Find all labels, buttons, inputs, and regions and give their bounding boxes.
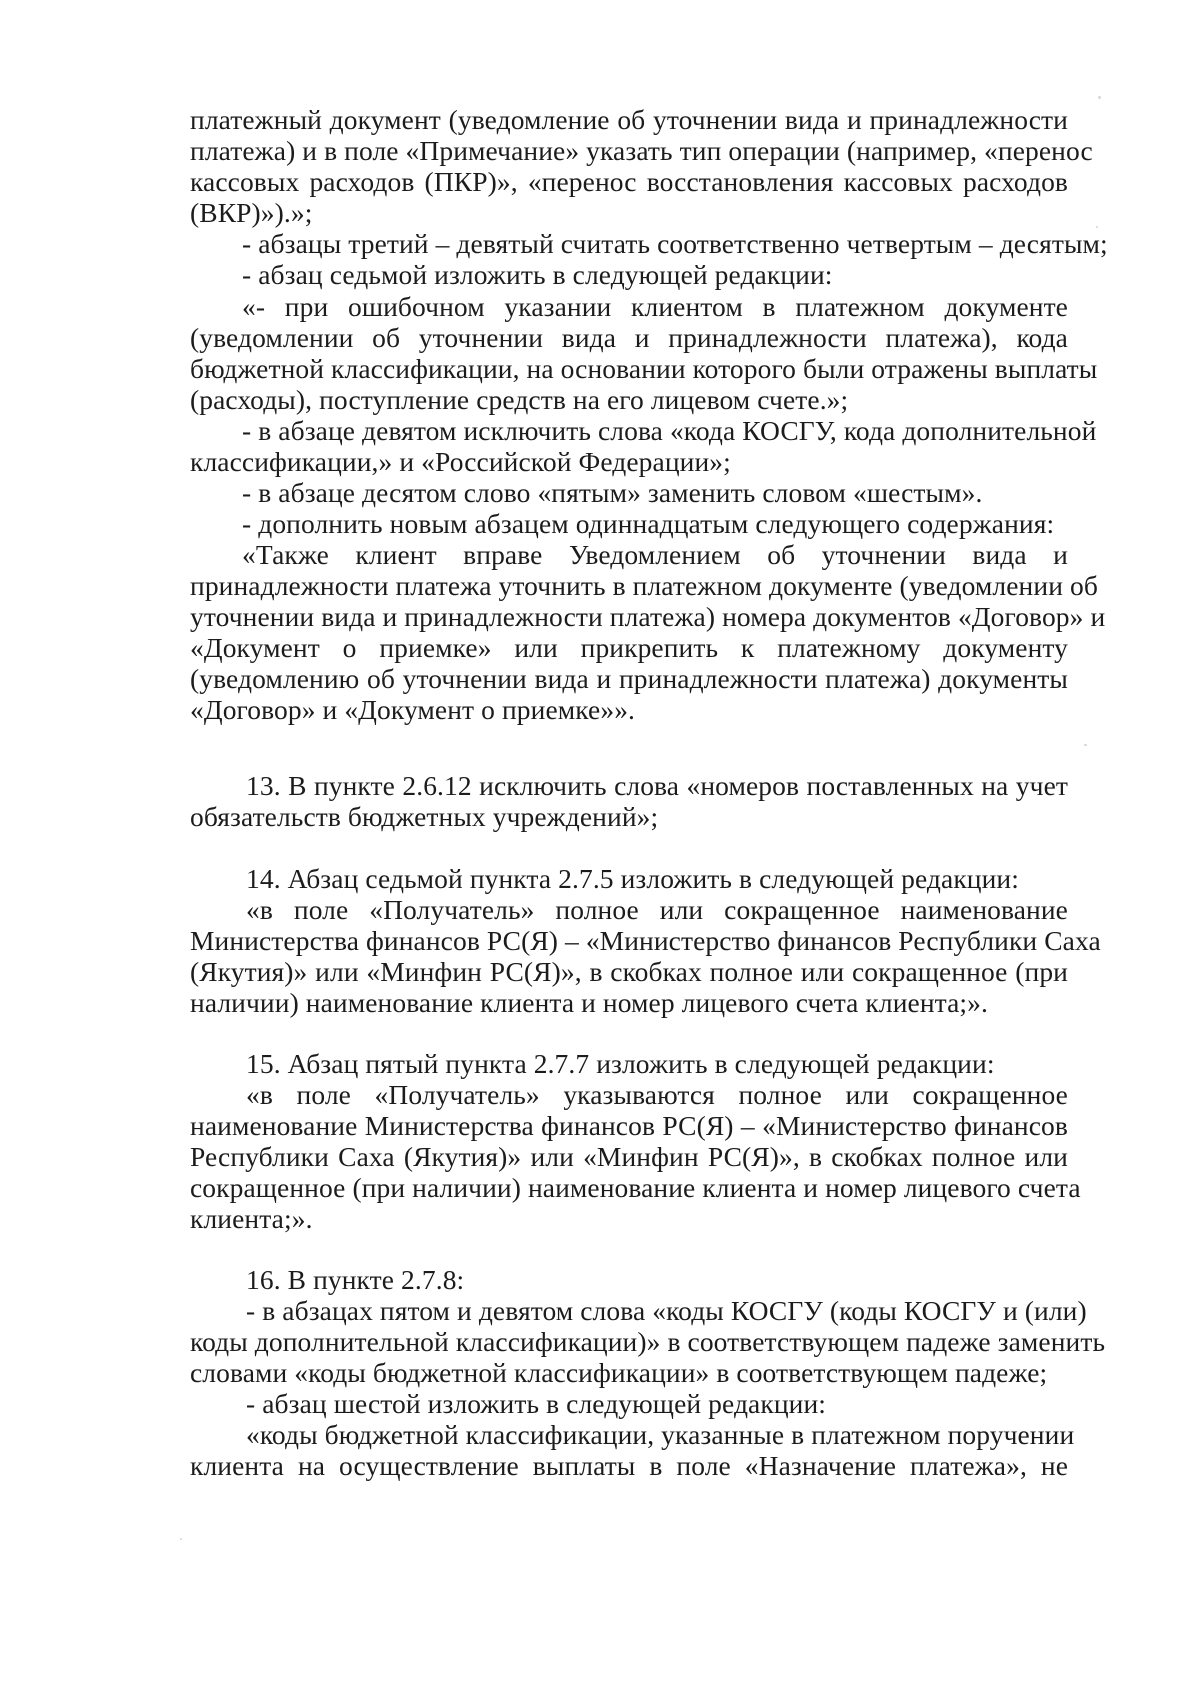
text-line: 14. Абзац седьмой пункта 2.7.5 изложить в следующей редакции: <box>246 863 1019 894</box>
text-line: - в абзаце девятом исключить слова «кода КОСГУ, кода дополнительной <box>242 415 1097 446</box>
text-line: «Документ о приемке» или прикрепить к платежному документу <box>190 632 1068 663</box>
text-line: «в поле «Получатель» указываются полное или сокращенное <box>246 1079 1068 1110</box>
text-line: Республики Саха (Якутия)» или «Минфин РС(Я)», в скобках полное или <box>190 1141 1068 1172</box>
scan-speck <box>1096 226 1098 228</box>
text-line: - абзацы третий – девятый считать соответственно четвертым – десятым; <box>242 228 1108 259</box>
scan-speck <box>180 1538 182 1540</box>
text-line: Министерства финансов РС(Я) – «Министерство финансов Республики Саха <box>190 925 1101 956</box>
scan-speck <box>1084 744 1087 746</box>
text-line: клиента на осуществление выплаты в поле «Назначение платежа», не <box>190 1450 1068 1481</box>
text-line: (Якутия)» или «Минфин РС(Я)», в скобках полное или сокращенное (при <box>190 956 1068 987</box>
text-line: кассовых расходов (ПКР)», «перенос восстановления кассовых расходов <box>190 166 1068 197</box>
text-line: - абзац седьмой изложить в следующей редакции: <box>242 259 833 290</box>
text-line: (расходы), поступление средств на его лицевом счете.»; <box>190 384 849 415</box>
scan-speck <box>1098 96 1101 99</box>
text-line: «в поле «Получатель» полное или сокращенное наименование <box>246 894 1068 925</box>
text-line: клиента;». <box>190 1203 313 1234</box>
text-line: «коды бюджетной классификации, указанные в платежном поручении <box>246 1419 1075 1450</box>
text-line: «- при ошибочном указании клиентом в платежном документе <box>242 291 1068 322</box>
text-line: (ВКР)»).»; <box>190 197 313 228</box>
text-line: - дополнить новым абзацем одиннадцатым следующего содержания: <box>242 508 1055 539</box>
text-line: - абзац шестой изложить в следующей редакции: <box>246 1388 827 1419</box>
text-line: 13. В пункте 2.6.12 исключить слова «номеров поставленных на учет <box>246 770 1068 801</box>
text-line: словами «коды бюджетной классификации» в соответствующем падеже; <box>190 1357 1048 1388</box>
text-line: - в абзацах пятом и девятом слова «коды КОСГУ (коды КОСГУ и (или) <box>246 1295 1087 1326</box>
text-line: платежа) и в поле «Примечание» указать тип операции (например, «перенос <box>190 135 1093 166</box>
text-line: коды дополнительной классификации)» в соответствующем падеже заменить <box>190 1326 1106 1357</box>
text-line: (уведомлению об уточнении вида и принадлежности платежа) документы <box>190 663 1068 694</box>
text-line: «Также клиент вправе Уведомлением об уточнении вида и <box>242 539 1068 570</box>
text-line: (уведомлении об уточнении вида и принадлежности платежа), кода <box>190 322 1068 353</box>
text-line: классификации,» и «Российской Федерации»; <box>190 446 731 477</box>
text-line: платежный документ (уведомление об уточнении вида и принадлежности <box>190 104 1068 135</box>
text-line: 16. В пункте 2.7.8: <box>246 1264 465 1295</box>
text-line: 15. Абзац пятый пункта 2.7.7 изложить в следующей редакции: <box>246 1048 995 1079</box>
text-line: уточнении вида и принадлежности платежа) номера документов «Договор» и <box>190 601 1106 632</box>
text-line: наименование Министерства финансов РС(Я) – «Министерство финансов <box>190 1110 1068 1141</box>
text-line: обязательств бюджетных учреждений»; <box>190 801 659 832</box>
text-line: «Договор» и «Документ о приемке»». <box>190 694 636 725</box>
text-line: принадлежности платежа уточнить в платежном документе (уведомлении об <box>190 570 1098 601</box>
text-line: наличии) наименование клиента и номер лицевого счета клиента;». <box>190 987 988 1018</box>
text-line: - в абзаце десятом слово «пятым» заменить словом «шестым». <box>242 477 983 508</box>
text-line: сокращенное (при наличии) наименование клиента и номер лицевого счета <box>190 1172 1081 1203</box>
text-line: бюджетной классификации, на основании которого были отражены выплаты <box>190 353 1098 384</box>
